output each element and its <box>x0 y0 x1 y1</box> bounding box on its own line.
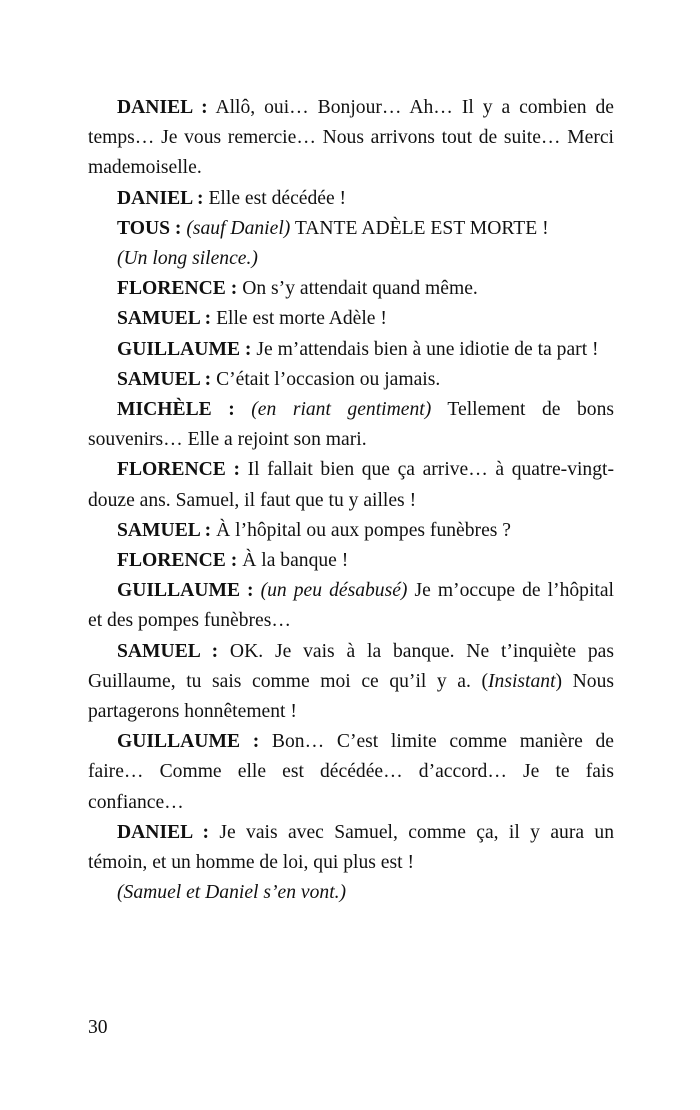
stage-direction: Insistant <box>488 670 556 692</box>
dialogue-line <box>88 304 614 334</box>
stage-direction: (Un long silence.) <box>117 248 258 270</box>
page-number: 30 <box>88 1017 108 1038</box>
speaker-name: SAMUEL : <box>117 519 212 541</box>
dialogue-text: À la banque ! <box>237 550 349 572</box>
dialogue-text <box>254 580 261 601</box>
speaker-name: SAMUEL : <box>117 640 219 662</box>
dialogue-line <box>88 878 614 908</box>
stage-direction: (en riant gentiment) <box>251 399 432 421</box>
play-script-page <box>88 93 614 908</box>
speaker-name: SAMUEL : <box>117 368 212 390</box>
dialogue-text: Bon… C’est limite comme manière de faire… Comme elle est décédée… d’accord… Je te fais confiance… <box>88 731 614 813</box>
dialogue-line <box>88 335 614 365</box>
dialogue-line <box>88 637 614 728</box>
speaker-name: GUILLAUME : <box>117 338 252 360</box>
dialogue-text: OK. Je vais à la banque. Ne t’inquiète pas Guillaume, tu sais comme moi ce qu’il y a. ( <box>88 640 614 692</box>
dialogue-line <box>88 244 614 274</box>
dialogue-text <box>235 399 252 420</box>
dialogue-line <box>88 184 614 214</box>
dialogue-line <box>88 516 614 546</box>
speaker-name: DANIEL : <box>117 97 208 118</box>
speaker-name: FLORENCE : <box>117 459 240 481</box>
dialogue-line <box>88 576 614 636</box>
stage-direction: (sauf Daniel) <box>186 217 291 239</box>
speaker-name: GUILLAUME : <box>117 731 260 753</box>
dialogue-line <box>88 274 614 304</box>
speaker-name: FLORENCE : <box>117 550 238 572</box>
stage-direction: (Samuel et Daniel s’en vont.) <box>117 882 347 904</box>
speaker-name: MICHÈLE : <box>117 399 235 421</box>
dialogue-text: Elle est décédée ! <box>203 187 347 209</box>
speaker-name: GUILLAUME : <box>117 580 254 602</box>
dialogue-text: C’était l’occasion ou jamais. <box>211 368 441 390</box>
stage-direction: (un peu désabusé) <box>260 580 408 602</box>
dialogue-line <box>88 727 614 818</box>
speaker-name: DANIEL : <box>117 821 210 843</box>
dialogue-line <box>88 818 614 878</box>
speaker-name: SAMUEL : <box>117 308 212 330</box>
dialogue-line <box>88 395 614 455</box>
dialogue-text: Je m’attendais bien à une idiotie de ta part ! <box>251 338 599 360</box>
speaker-name: FLORENCE : <box>117 278 238 300</box>
dialogue-line <box>88 214 614 244</box>
dialogue-text: TANTE ADÈLE EST MORTE ! <box>290 217 549 239</box>
dialogue-text: Je m’occupe de l’hôpital et des pompes funèbres… <box>88 580 614 632</box>
dialogue-text: Je vais avec Samuel, comme ça, il y aura un témoin, et un homme de loi, qui plus est ! <box>88 821 614 874</box>
dialogue-line <box>88 546 614 576</box>
dialogue-line <box>88 93 614 184</box>
dialogue-text: Elle est morte Adèle ! <box>211 308 387 330</box>
dialogue-text: Il fallait bien que ça arrive… à quatre-vingt-douze ans. Samuel, il faut que tu y ailles ! <box>88 459 614 511</box>
dialogue-text: ) Nous partagerons honnêtement ! <box>88 670 614 723</box>
speaker-name: DANIEL : <box>117 187 204 209</box>
dialogue-text: À l’hôpital ou aux pompes funèbres ? <box>211 519 511 541</box>
dialogue-text: On s’y attendait quand même. <box>237 278 478 300</box>
dialogue-text: Allô, oui… Bonjour… Ah… Il y a combien de temps… Je vous remercie… Nous arrivons tout de suite… Merci mademoiselle. <box>88 97 614 179</box>
dialogue-line <box>88 365 614 395</box>
dialogue-text: Tellement de bons souvenirs… Elle a rejoint son mari. <box>88 399 614 451</box>
dialogue-line <box>88 455 614 515</box>
speaker-name: TOUS : <box>117 217 182 239</box>
